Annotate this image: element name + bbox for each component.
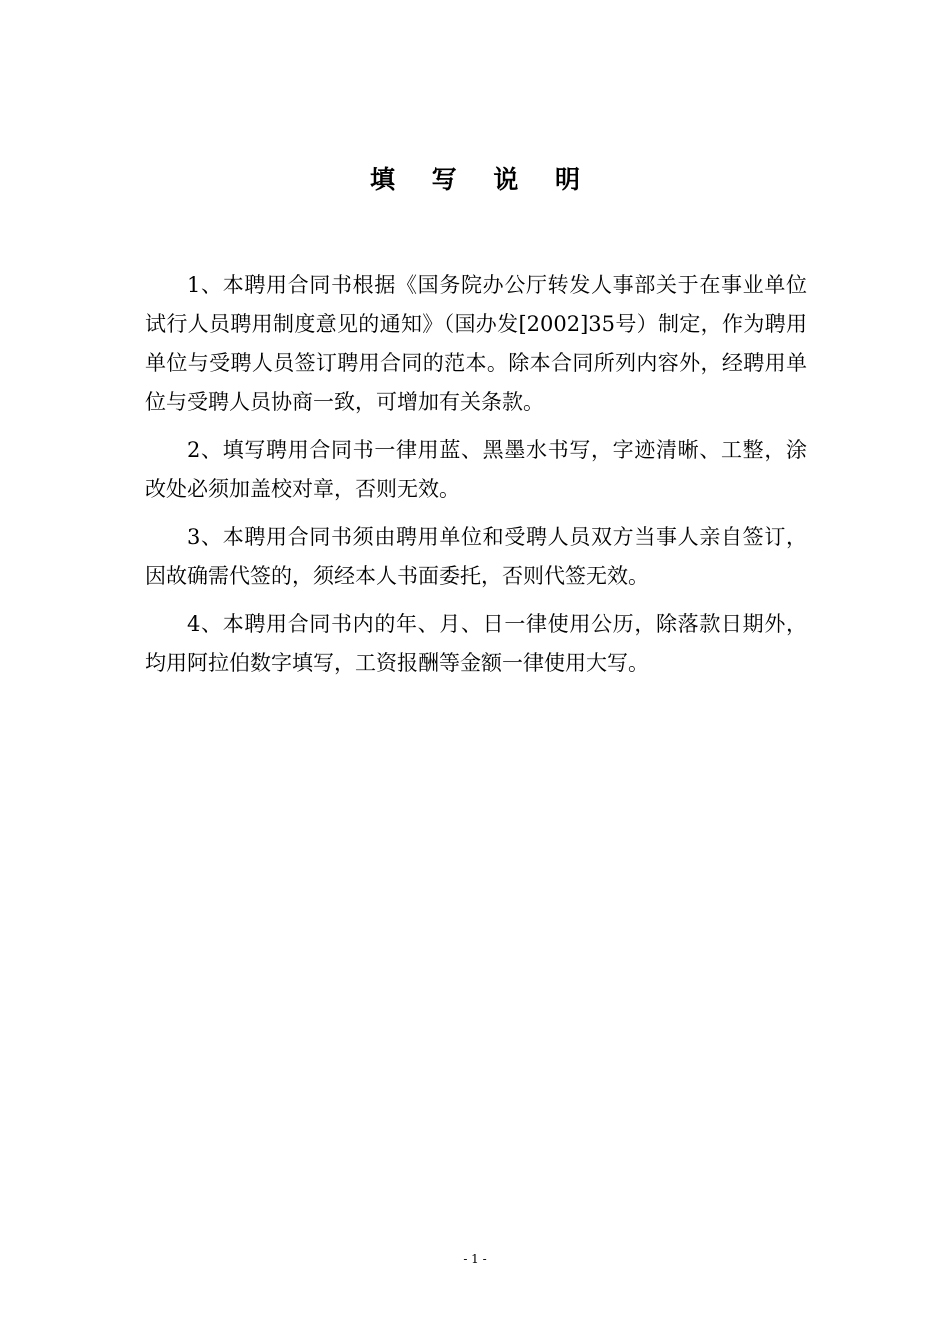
instruction-paragraph-1: 1、本聘用合同书根据《国务院办公厅转发人事部关于在事业单位试行人员聘用制度意见的通知》（国办发[2002]35号）制定，作为聘用单位与受聘人员签订聘用合同的范本。除本合同所列内容外，经聘用单位与受聘人员协商一致，可增加有关条款。: [145, 273, 807, 414]
instruction-paragraph-3: 3、本聘用合同书须由聘用单位和受聘人员双方当事人亲自签订，因故确需代签的，须经本人书面委托，否则代签无效。: [145, 525, 807, 588]
instruction-paragraph-2: 2、填写聘用合同书一律用蓝、黑墨水书写，字迹清晰、工整，涂改处必须加盖校对章，否则无效。: [145, 438, 807, 501]
page-number: - 1 -: [463, 1252, 487, 1266]
instruction-paragraph-4: 4、本聘用合同书内的年、月、日一律使用公历，除落款日期外，均用阿拉伯数字填写，工资报酬等金额一律使用大写。: [145, 612, 807, 675]
instructions-body: [145, 266, 807, 692]
page-title: 填 写 说 明: [369, 165, 595, 194]
